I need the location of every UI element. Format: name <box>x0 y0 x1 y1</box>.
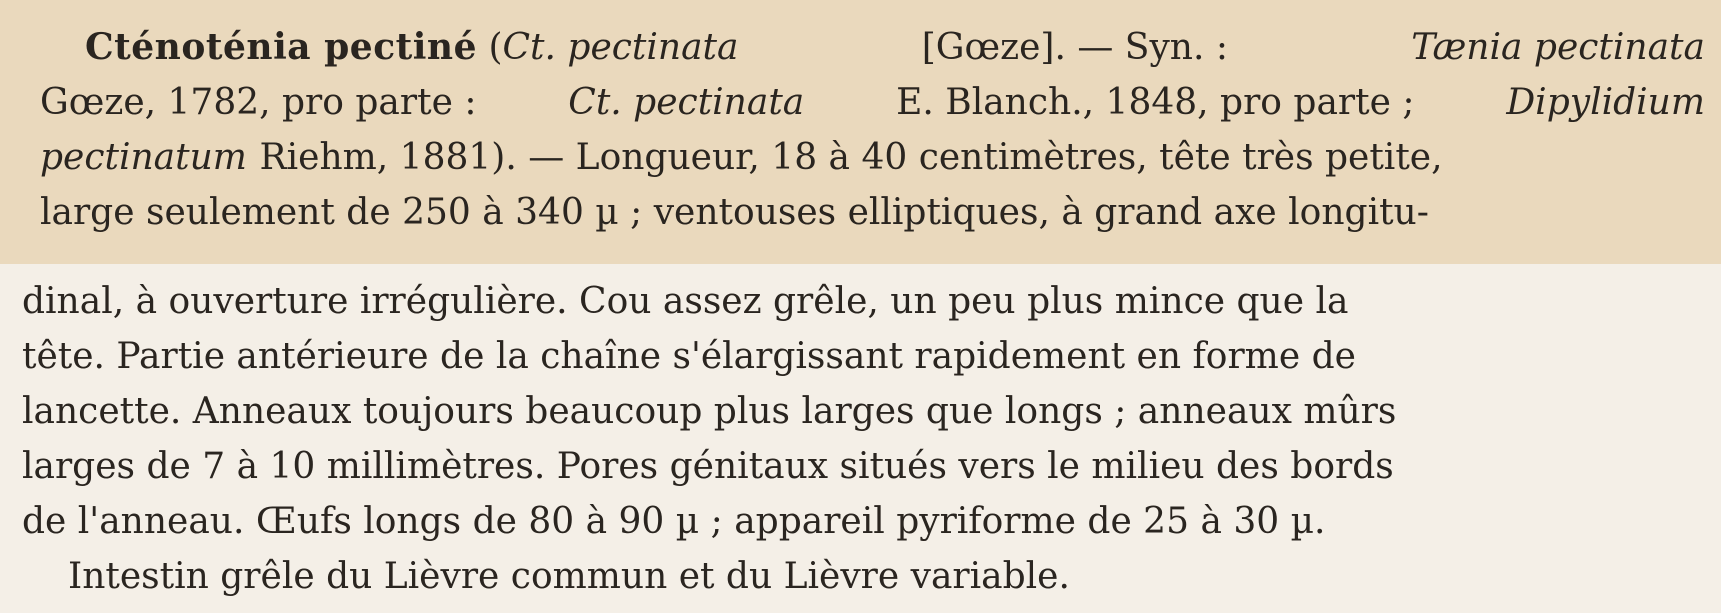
text-block-top <box>0 0 1721 264</box>
text-line-1 <box>40 20 1705 75</box>
italic-name: Dipylidium <box>1506 82 1705 123</box>
text-segment: E. Blanch., 1848, pro parte ; <box>896 82 1415 123</box>
italic-name: Ct. pectinata <box>568 82 805 123</box>
italic-name: pectinatum <box>40 137 247 178</box>
text-line-7 <box>22 384 1705 439</box>
text-line-8 <box>22 439 1705 494</box>
text-segment: dinal, à ouverture irrégulière. Cou assez grêle, un peu plus mince que la <box>22 281 1349 322</box>
italic-name: Ct. pectinata <box>502 27 739 68</box>
text-segment: lancette. Anneaux toujours beaucoup plus larges que longs ; anneaux mûrs <box>22 391 1397 432</box>
habitat-line: Intestin grêle du Lièvre commun et du Lièvre variable. <box>68 556 1070 597</box>
text-line-10 <box>22 549 1705 604</box>
text-line-9 <box>22 494 1705 549</box>
text-segment: [Gœze]. — Syn. : <box>921 27 1228 68</box>
text-line-3 <box>40 130 1705 185</box>
paren-open: ( <box>488 27 503 68</box>
text-segment: large seulement de 250 à 340 µ ; ventouses elliptiques, à grand axe longitu- <box>40 192 1429 233</box>
text-line-4 <box>40 185 1705 240</box>
text-line-6 <box>22 329 1705 384</box>
text-line-5 <box>22 274 1705 329</box>
italic-name: Tænia pectinata <box>1411 27 1705 68</box>
species-heading: Cténoténia pectiné <box>85 26 477 68</box>
text-segment: larges de 7 à 10 millimètres. Pores génitaux situés vers le milieu des bords <box>22 446 1394 487</box>
text-segment: tête. Partie antérieure de la chaîne s'élargissant rapidement en forme de <box>22 336 1356 377</box>
text-segment: Gœze, 1782, pro parte : <box>40 82 477 123</box>
text-block-bottom <box>0 264 1721 613</box>
text-segment: de l'anneau. Œufs longs de 80 à 90 µ ; appareil pyriforme de 25 à 30 µ. <box>22 501 1326 542</box>
text-segment: Riehm, 1881). — Longueur, 18 à 40 centimètres, tête très petite, <box>259 137 1443 178</box>
text-line-2 <box>40 75 1705 130</box>
